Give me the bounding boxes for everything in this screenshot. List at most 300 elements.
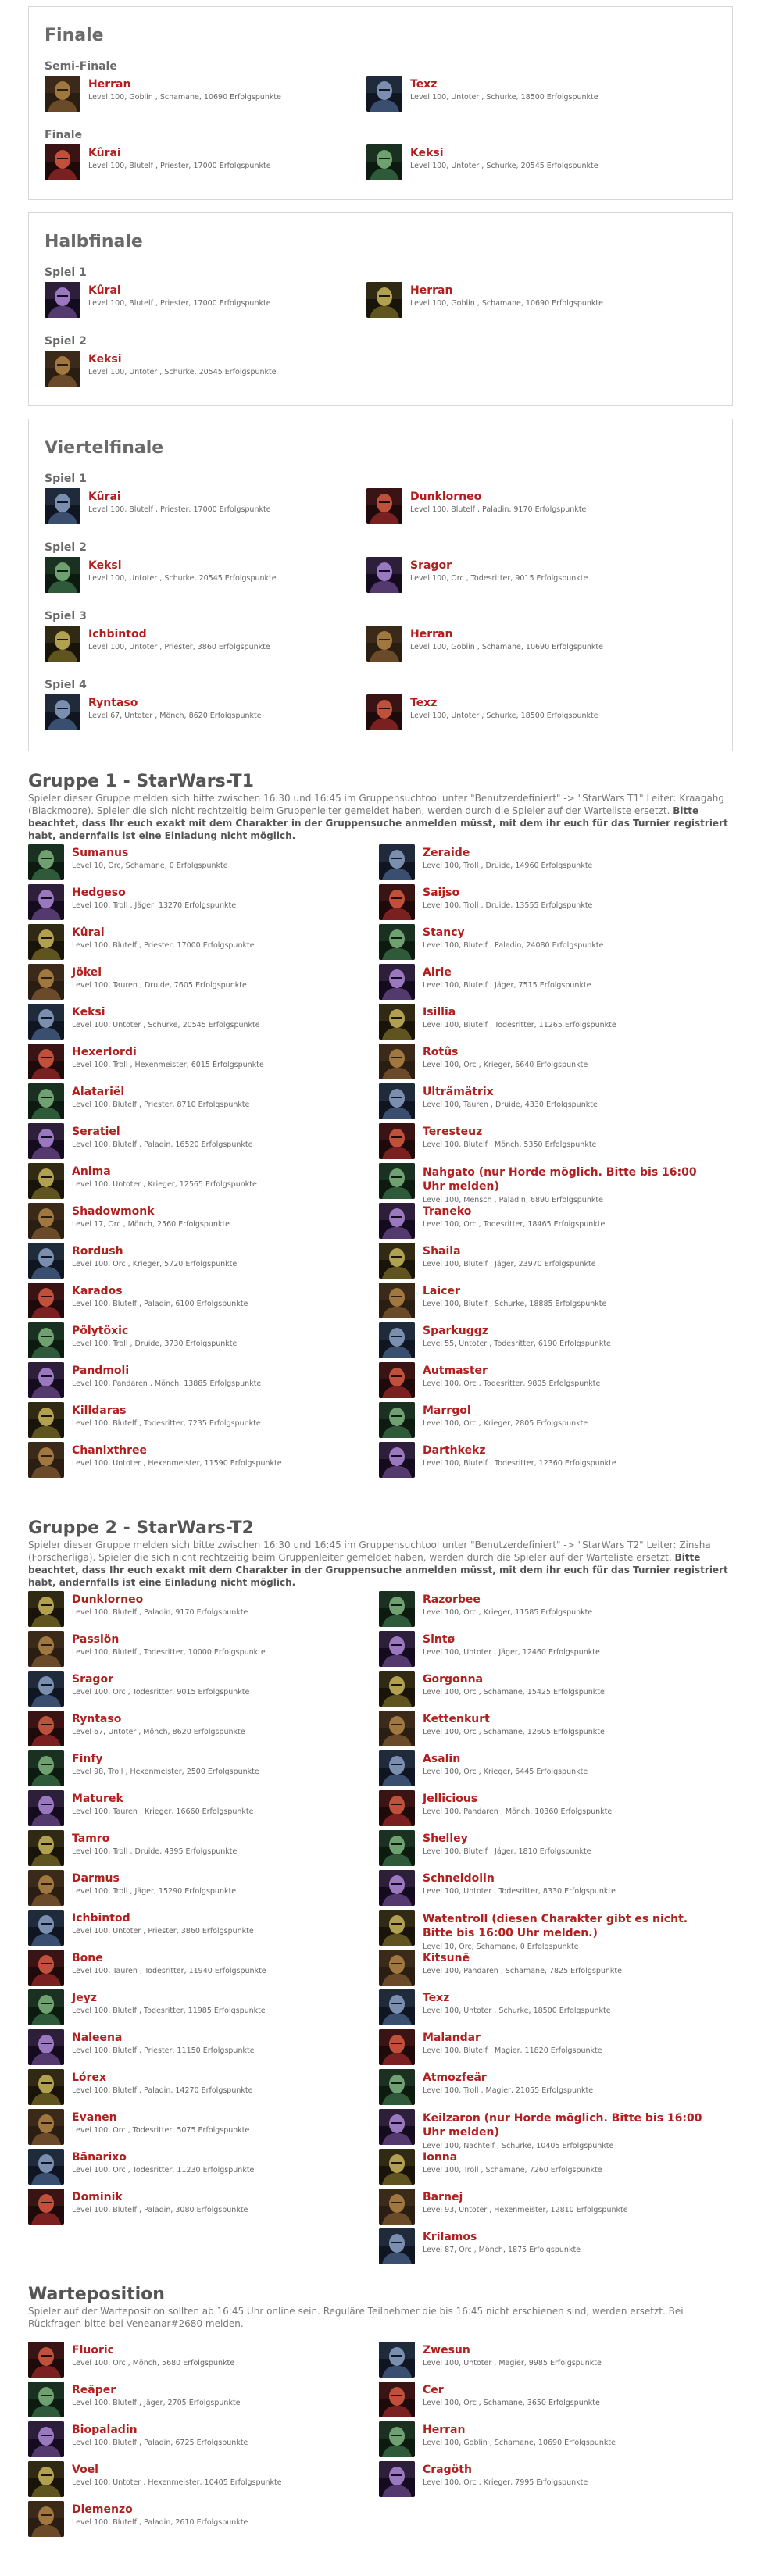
player-name-link[interactable]: Traneko	[423, 1205, 472, 1218]
player-entry[interactable]	[28, 1402, 372, 1438]
player-info: Level 100, Orc , Krieger, 6445 Erfolgspunkte	[423, 1768, 588, 1776]
player-name-link[interactable]: Schneidolin	[423, 1872, 495, 1885]
player-name-link[interactable]: Chanixthree	[72, 1444, 148, 1457]
player-name-link[interactable]: Nahgato (nur Horde möglich. Bitte bis 16:00 Uhr melden)	[423, 1166, 697, 1193]
player-name-link[interactable]: Darthkekz	[423, 1444, 486, 1457]
player-name-link[interactable]: Teresteuz	[423, 1126, 483, 1138]
avatar[interactable]	[28, 2382, 64, 2417]
player-info: Level 10, Orc, Schamane, 0 Erfolgspunkte	[72, 862, 228, 870]
avatar[interactable]	[28, 1711, 64, 1746]
player-name-link[interactable]: Alatariël	[72, 1086, 125, 1098]
player-entry[interactable]	[379, 2228, 723, 2264]
avatar[interactable]	[379, 1870, 415, 1906]
player-name-link[interactable]: Dunklorneo	[410, 491, 482, 503]
player-info: Level 10, Orc, Schamane, 0 Erfolgspunkte	[423, 1943, 579, 1951]
player-info: Level 100, Untoter , Schurke, 20545 Erfolgspunkte	[88, 368, 277, 376]
avatar[interactable]	[379, 1044, 415, 1079]
avatar[interactable]	[28, 1203, 64, 1239]
avatar[interactable]	[28, 1322, 64, 1358]
avatar[interactable]	[28, 1910, 64, 1946]
player-entry[interactable]	[28, 1283, 372, 1318]
avatar[interactable]	[28, 2421, 64, 2457]
player-name-link[interactable]: Jeyz	[72, 1992, 97, 2004]
avatar[interactable]	[379, 2109, 415, 2145]
player-entry[interactable]	[379, 2149, 723, 2185]
player-name-link[interactable]: Reäper	[72, 2384, 116, 2396]
avatar[interactable]	[28, 1989, 64, 2025]
avatar[interactable]	[366, 694, 402, 730]
player-name-link[interactable]: Pandmoli	[72, 1365, 130, 1377]
player-entry[interactable]	[379, 1322, 723, 1358]
player-name-link[interactable]: Autmaster	[423, 1365, 488, 1377]
avatar[interactable]	[379, 1790, 415, 1826]
player-entry[interactable]	[28, 1044, 372, 1079]
player-name-link[interactable]: Ichbintod	[88, 628, 147, 640]
player-entry[interactable]	[28, 1750, 372, 1786]
player-info: Level 100, Blutelf , Jäger, 1810 Erfolgspunkte	[423, 1847, 591, 1856]
player-entry[interactable]	[28, 1950, 372, 1986]
player-entry[interactable]	[379, 1362, 723, 1398]
avatar[interactable]	[45, 694, 80, 730]
player-info: Level 100, Blutelf , Todesritter, 11265 Erfolgspunkte	[423, 1021, 616, 1029]
player-name-link[interactable]: Rordush	[72, 1245, 123, 1258]
player-name-link[interactable]: Texz	[423, 1992, 450, 2004]
avatar[interactable]	[379, 1750, 415, 1786]
avatar[interactable]	[28, 964, 64, 1000]
player-entry[interactable]	[366, 557, 710, 593]
player-name-link[interactable]: Killdaras	[72, 1404, 127, 1417]
player-entry[interactable]	[28, 964, 372, 1000]
group-description	[28, 792, 731, 842]
player-name-link[interactable]: Zwesun	[423, 2344, 470, 2357]
player-name-link[interactable]: Ulträmätrix	[423, 1086, 494, 1098]
avatar[interactable]	[379, 1950, 415, 1986]
avatar[interactable]	[28, 1950, 64, 1986]
player-entry[interactable]	[28, 2029, 372, 2065]
player-entry[interactable]	[366, 488, 710, 524]
player-entry[interactable]	[28, 1322, 372, 1358]
avatar[interactable]	[366, 557, 402, 593]
player-name-link[interactable]: Jökel	[72, 966, 102, 979]
player-entry[interactable]	[28, 1631, 372, 1667]
player-entry[interactable]	[379, 1283, 723, 1318]
player-entry[interactable]	[379, 1123, 723, 1159]
player-name-link[interactable]: Laicer	[423, 1285, 460, 1297]
player-entry[interactable]	[379, 1203, 723, 1239]
player-entry[interactable]	[28, 924, 372, 960]
player-name-link[interactable]: Gorgonna	[423, 1673, 484, 1686]
player-name-link[interactable]: Barnej	[423, 2191, 463, 2203]
player-name-link[interactable]: Pölytöxic	[72, 1325, 129, 1337]
player-entry[interactable]	[366, 282, 710, 318]
player-name-link[interactable]: Malandar	[423, 2032, 481, 2044]
avatar[interactable]	[28, 1790, 64, 1826]
avatar[interactable]	[45, 351, 80, 387]
player-name-link[interactable]: Naleena	[72, 2032, 123, 2044]
avatar[interactable]	[379, 1283, 415, 1318]
player-entry[interactable]	[379, 2342, 723, 2378]
player-name-link[interactable]: Rotûs	[423, 1046, 459, 1058]
avatar[interactable]	[28, 1362, 64, 1398]
player-name-link[interactable]: Keksi	[410, 147, 444, 159]
player-entry[interactable]	[379, 2029, 723, 2065]
player-name-link[interactable]: Isillia	[423, 1006, 456, 1019]
player-entry[interactable]	[379, 1402, 723, 1438]
player-name-link[interactable]: Herran	[410, 284, 453, 297]
avatar[interactable]	[379, 2149, 415, 2185]
player-entry[interactable]	[28, 2149, 372, 2185]
avatar[interactable]	[28, 1402, 64, 1438]
player-entry[interactable]	[379, 2109, 723, 2150]
player-name-link[interactable]: Seratiel	[72, 1126, 120, 1138]
player-name-link[interactable]: Shaila	[423, 1245, 461, 1258]
player-entry[interactable]	[379, 884, 723, 920]
avatar[interactable]	[45, 626, 80, 662]
player-entry[interactable]	[379, 1870, 723, 1906]
avatar[interactable]	[379, 1910, 415, 1946]
player-name-link[interactable]: Keksi	[72, 1006, 105, 1019]
player-name-link[interactable]: Voel	[72, 2464, 98, 2476]
player-name-link[interactable]: Sragor	[410, 559, 452, 572]
player-entry[interactable]	[379, 1950, 723, 1986]
avatar[interactable]	[28, 1830, 64, 1866]
avatar[interactable]	[366, 626, 402, 662]
player-entry[interactable]	[45, 557, 388, 593]
player-entry[interactable]	[28, 1711, 372, 1746]
player-entry[interactable]	[28, 1203, 372, 1239]
player-entry[interactable]	[379, 1083, 723, 1119]
player-entry[interactable]	[28, 2501, 372, 2537]
avatar[interactable]	[379, 1362, 415, 1398]
avatar[interactable]	[379, 1402, 415, 1438]
section-title: Viertelfinale	[45, 438, 164, 458]
avatar[interactable]	[28, 2189, 64, 2225]
player-info: Level 100, Orc , Todesritter, 9805 Erfolgspunkte	[423, 1379, 601, 1388]
player-name-link[interactable]: Kûrai	[88, 491, 121, 503]
player-entry[interactable]	[28, 884, 372, 920]
player-name-link[interactable]: Hexerlordi	[72, 1046, 137, 1058]
player-entry[interactable]	[379, 1830, 723, 1866]
player-name-link[interactable]: Karados	[72, 1285, 123, 1297]
player-entry[interactable]	[28, 1870, 372, 1906]
player-info: Level 100, Blutelf , Paladin, 9170 Erfolgspunkte	[72, 1608, 248, 1617]
player-name-link[interactable]: Evanen	[72, 2111, 117, 2124]
player-name-link[interactable]: Hedgeso	[72, 887, 126, 899]
player-info: Level 100, Orc , Krieger, 2805 Erfolgspunkte	[423, 1419, 588, 1428]
avatar[interactable]	[379, 1711, 415, 1746]
player-name-link[interactable]: Bone	[72, 1952, 103, 1964]
avatar[interactable]	[45, 144, 80, 180]
player-name-link[interactable]: Dunklorneo	[72, 1593, 144, 1606]
avatar[interactable]	[379, 1830, 415, 1866]
player-name-link[interactable]: Keksi	[88, 353, 122, 366]
player-entry[interactable]	[379, 1044, 723, 1079]
avatar[interactable]	[379, 2461, 415, 2497]
avatar[interactable]	[379, 964, 415, 1000]
avatar[interactable]	[28, 1044, 64, 1079]
player-name-link[interactable]: Diemenzo	[72, 2503, 133, 2516]
player-entry[interactable]	[379, 1750, 723, 1786]
player-info: Level 100, Untoter , Todesritter, 8330 Erfolgspunkte	[423, 1887, 616, 1896]
avatar[interactable]	[379, 844, 415, 880]
avatar[interactable]	[28, 1442, 64, 1478]
avatar[interactable]	[28, 2109, 64, 2145]
player-entry[interactable]	[379, 2461, 723, 2497]
avatar[interactable]	[379, 2069, 415, 2105]
player-name-link[interactable]: Texz	[410, 697, 438, 709]
player-entry[interactable]	[45, 144, 388, 180]
player-info: Level 100, Orc , Schamane, 15425 Erfolgspunkte	[423, 1688, 605, 1697]
player-entry[interactable]	[45, 351, 388, 387]
player-name-link[interactable]: Ionna	[423, 2151, 458, 2164]
player-entry[interactable]	[28, 1004, 372, 1040]
avatar[interactable]	[28, 1163, 64, 1199]
player-name-link[interactable]: Saijso	[423, 887, 460, 899]
avatar[interactable]	[379, 1083, 415, 1119]
player-info: Level 100, Troll , Schamane, 7260 Erfolgspunkte	[423, 2166, 602, 2175]
player-name-link[interactable]: Razorbee	[423, 1593, 481, 1606]
player-entry[interactable]	[28, 1362, 372, 1398]
player-name-link[interactable]: Keilzaron (nur Horde möglich. Bitte bis 16:00 Uhr melden)	[423, 2112, 702, 2139]
player-name-link[interactable]: Marrgol	[423, 1404, 471, 1417]
player-name-link[interactable]: Herran	[88, 78, 131, 91]
description-warning: Bitte beachtet, dass Ihr euch exakt mit dem Charakter in der Gruppensuche anmelden müsst, mit dem ihr euch für das Turnier registriert habt, andernfalls ist eine Einladung nicht möglich.	[28, 805, 728, 841]
player-name-link[interactable]: Alrie	[423, 966, 452, 979]
player-name-link[interactable]: Lórex	[72, 2071, 106, 2084]
player-info: Level 100, Troll , Magier, 21055 Erfolgspunkte	[423, 2086, 594, 2095]
player-name-link[interactable]: Atmozfeär	[423, 2071, 487, 2084]
player-name-link[interactable]: Sumanus	[72, 847, 129, 859]
avatar[interactable]	[379, 1631, 415, 1667]
avatar[interactable]	[379, 1989, 415, 2025]
player-name-link[interactable]: Jellicious	[423, 1793, 478, 1805]
avatar[interactable]	[379, 1123, 415, 1159]
player-entry[interactable]	[28, 2461, 372, 2497]
player-name-link[interactable]: Biopaladin	[72, 2424, 138, 2436]
avatar[interactable]	[379, 2342, 415, 2378]
player-info: Level 100, Tauren , Krieger, 16660 Erfolgspunkte	[72, 1807, 254, 1816]
player-info: Level 100, Troll , Druide, 14960 Erfolgspunkte	[423, 862, 593, 870]
player-name-link[interactable]: Maturek	[72, 1793, 123, 1805]
player-name-link[interactable]: Sragor	[72, 1673, 113, 1686]
player-name-link[interactable]: Passiön	[72, 1633, 120, 1646]
player-name-link[interactable]: Kettenkurt	[423, 1713, 490, 1725]
player-entry[interactable]	[366, 76, 710, 112]
avatar[interactable]	[28, 924, 64, 960]
player-name-link[interactable]: Krilamos	[423, 2231, 477, 2243]
player-entry[interactable]	[379, 2382, 723, 2417]
section-title: Halbfinale	[45, 232, 143, 252]
player-entry[interactable]	[379, 1631, 723, 1667]
player-name-link[interactable]: Zeraide	[423, 847, 470, 859]
player-name-link[interactable]: Asalin	[423, 1753, 461, 1765]
player-entry[interactable]	[28, 1442, 372, 1478]
avatar[interactable]	[28, 2501, 64, 2537]
player-entry[interactable]	[28, 1591, 372, 1627]
avatar[interactable]	[28, 884, 64, 920]
player-name-link[interactable]: Kitsunë	[423, 1952, 470, 1964]
section-title: Finale	[45, 26, 104, 45]
player-entry[interactable]	[379, 924, 723, 960]
player-entry[interactable]	[28, 1910, 372, 1946]
player-info: Level 100, Goblin , Schamane, 10690 Erfolgspunkte	[410, 643, 603, 651]
player-info: Level 93, Untoter , Hexenmeister, 12810 Erfolgspunkte	[423, 2206, 628, 2214]
avatar[interactable]	[28, 2149, 64, 2185]
avatar[interactable]	[379, 1591, 415, 1627]
player-info: Level 100, Untoter , Hexenmeister, 10405 Erfolgspunkte	[72, 2478, 282, 2487]
avatar[interactable]	[366, 76, 402, 112]
avatar[interactable]	[379, 1004, 415, 1040]
player-entry[interactable]	[28, 1243, 372, 1279]
avatar[interactable]	[379, 1163, 415, 1199]
player-name-link[interactable]: Kûrai	[88, 147, 121, 159]
avatar[interactable]	[28, 844, 64, 880]
player-name-link[interactable]: Ryntaso	[88, 697, 138, 709]
player-entry[interactable]	[28, 1830, 372, 1866]
avatar[interactable]	[379, 1243, 415, 1279]
player-entry[interactable]	[28, 2189, 372, 2225]
player-entry[interactable]	[28, 844, 372, 880]
player-info: Level 100, Troll , Hexenmeister, 6015 Erfolgspunkte	[72, 1061, 264, 1069]
player-name-link[interactable]: Keksi	[88, 559, 122, 572]
player-entry[interactable]	[379, 1004, 723, 1040]
player-name-link[interactable]: Tamro	[72, 1832, 110, 1845]
player-entry[interactable]	[28, 2109, 372, 2145]
avatar[interactable]	[379, 924, 415, 960]
player-name-link[interactable]: Fluoric	[72, 2344, 114, 2357]
avatar[interactable]	[28, 1870, 64, 1906]
avatar[interactable]	[28, 1004, 64, 1040]
player-entry[interactable]	[28, 1083, 372, 1119]
player-entry[interactable]	[379, 1591, 723, 1627]
player-name-link[interactable]: Shadowmonk	[72, 1205, 155, 1218]
player-name-link[interactable]: Kûrai	[88, 284, 121, 297]
avatar[interactable]	[28, 2461, 64, 2497]
player-entry[interactable]	[379, 1910, 723, 1951]
player-info: Level 100, Untoter , Priester, 3860 Erfolgspunkte	[72, 1927, 254, 1936]
player-entry[interactable]	[379, 1711, 723, 1746]
player-entry[interactable]	[379, 2421, 723, 2457]
avatar[interactable]	[28, 2029, 64, 2065]
player-entry[interactable]	[45, 488, 388, 524]
avatar[interactable]	[28, 1671, 64, 1707]
avatar[interactable]	[28, 1591, 64, 1627]
avatar[interactable]	[28, 1283, 64, 1318]
avatar[interactable]	[28, 1750, 64, 1786]
player-name-link[interactable]: Ichbintod	[72, 1912, 130, 1925]
player-name-link[interactable]: Bänarixo	[72, 2151, 127, 2164]
player-entry[interactable]	[45, 626, 388, 662]
player-info: Level 100, Blutelf , Priester, 17000 Erfolgspunkte	[72, 941, 255, 950]
player-name-link[interactable]: Sparkuggz	[423, 1325, 488, 1337]
player-info: Level 100, Pandaren , Mönch, 10360 Erfolgspunkte	[423, 1807, 613, 1816]
avatar[interactable]	[379, 1442, 415, 1478]
avatar[interactable]	[379, 1671, 415, 1707]
player-name-link[interactable]: Dominik	[72, 2191, 123, 2203]
avatar[interactable]	[366, 282, 402, 318]
player-name-link[interactable]: Anima	[72, 1165, 111, 1178]
player-entry[interactable]	[379, 964, 723, 1000]
avatar[interactable]	[28, 1631, 64, 1667]
avatar[interactable]	[379, 2421, 415, 2457]
player-name-link[interactable]: Finfy	[72, 1753, 103, 1765]
player-name-link[interactable]: Stancy	[423, 926, 465, 939]
avatar[interactable]	[45, 76, 80, 112]
player-name-link[interactable]: Watentroll (diesen Charakter gibt es nicht. Bitte bis 16:00 Uhr melden.)	[423, 1913, 688, 1939]
player-name-link[interactable]: Shelley	[423, 1832, 468, 1845]
player-entry[interactable]	[379, 844, 723, 880]
player-name-link[interactable]: Cragöth	[423, 2464, 472, 2476]
player-name-link[interactable]: Darmus	[72, 1872, 120, 1885]
avatar[interactable]	[28, 1243, 64, 1279]
player-info: Level 100, Orc , Krieger, 11585 Erfolgspunkte	[423, 1608, 593, 1617]
avatar[interactable]	[45, 557, 80, 593]
player-name-link[interactable]: Sintø	[423, 1633, 456, 1646]
player-entry[interactable]	[28, 1163, 372, 1199]
player-entry[interactable]	[28, 2342, 372, 2378]
avatar[interactable]	[28, 2342, 64, 2378]
avatar[interactable]	[28, 2069, 64, 2105]
group-description: Spieler auf der Warteposition sollten ab 16:45 Uhr online sein. Reguläre Teilnehmer die bis 16:45 nicht erschienen sind, werden ersetzt. Bei Rückfragen bitte bei Veneanar#2680 melden.	[28, 2306, 684, 2329]
player-entry[interactable]	[379, 1243, 723, 1279]
avatar[interactable]	[379, 2382, 415, 2417]
avatar[interactable]	[379, 1322, 415, 1358]
player-entry[interactable]	[28, 1989, 372, 2025]
player-info: Level 100, Orc , Todesritter, 9015 Erfolgspunkte	[72, 1688, 250, 1697]
player-name-link[interactable]: Texz	[410, 78, 438, 91]
player-info: Level 100, Untoter , Schurke, 20545 Erfolgspunkte	[72, 1021, 260, 1029]
avatar[interactable]	[366, 144, 402, 180]
player-info: Level 100, Untoter , Schurke, 20545 Erfolgspunkte	[410, 162, 598, 170]
player-entry[interactable]	[379, 1442, 723, 1478]
avatar[interactable]	[379, 1203, 415, 1239]
player-entry[interactable]	[28, 2421, 372, 2457]
avatar[interactable]	[379, 2029, 415, 2065]
player-entry[interactable]	[28, 2069, 372, 2105]
player-name-link[interactable]: Cer	[423, 2384, 444, 2396]
player-entry[interactable]	[379, 1989, 723, 2025]
avatar[interactable]	[45, 488, 80, 524]
avatar[interactable]	[379, 884, 415, 920]
player-entry[interactable]	[45, 76, 388, 112]
player-entry[interactable]	[379, 1163, 723, 1204]
player-name-link[interactable]: Ryntaso	[72, 1713, 122, 1725]
player-entry[interactable]	[45, 282, 388, 318]
player-entry[interactable]	[379, 2189, 723, 2225]
avatar[interactable]	[379, 2228, 415, 2264]
avatar[interactable]	[28, 1083, 64, 1119]
player-entry[interactable]	[379, 1671, 723, 1707]
player-entry[interactable]	[28, 2382, 372, 2417]
player-entry[interactable]	[366, 626, 710, 662]
player-entry[interactable]	[379, 1790, 723, 1826]
avatar[interactable]	[45, 282, 80, 318]
avatar[interactable]	[28, 1123, 64, 1159]
player-entry[interactable]	[45, 694, 388, 730]
player-entry[interactable]	[366, 144, 710, 180]
player-entry[interactable]	[28, 1790, 372, 1826]
player-name-link[interactable]: Herran	[423, 2424, 466, 2436]
avatar[interactable]	[366, 488, 402, 524]
avatar[interactable]	[379, 2189, 415, 2225]
player-info: Level 100, Blutelf , Magier, 11820 Erfolgspunkte	[423, 2046, 602, 2055]
player-entry[interactable]	[379, 2069, 723, 2105]
player-entry[interactable]	[28, 1671, 372, 1707]
player-name-link[interactable]: Kûrai	[72, 926, 105, 939]
player-entry[interactable]	[366, 694, 710, 730]
player-name-link[interactable]: Herran	[410, 628, 453, 640]
player-entry[interactable]	[28, 1123, 372, 1159]
